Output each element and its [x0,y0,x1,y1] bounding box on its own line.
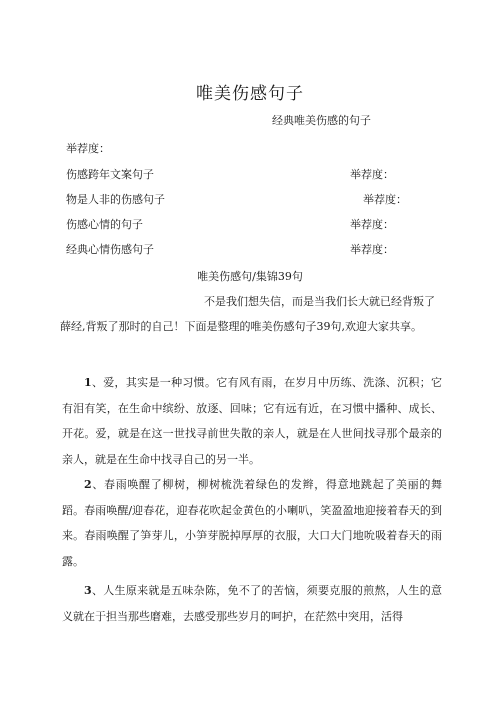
collection-line: 唯美伤感句/集锦39句 [197,270,303,283]
list-item-2-rec: 举荐度： [363,193,407,206]
list-item-1-rec: 举荐度： [350,168,394,181]
paragraph-3-text: 、人生原来就是五味杂陈，免不了的苦恼，须要克服的煎熬，人生的意义就在于担当那些磨难，去感受那些岁月的呵护，在茫然中突用，活得 [62,584,442,623]
list-item-1[interactable]: 伤感跨年文案句子 [66,168,154,181]
document-title: 唯美伤感句子 [196,84,304,104]
list-item-3[interactable]: 伤感心情的句子 [66,218,143,231]
paragraph-1 [62,370,442,472]
intro-line-1: 不是我们想失信，而是当我们长大就已经背叛了 [204,295,435,308]
paragraph-2-number: 2 [84,478,92,491]
paragraph-1-number: 1 [84,376,92,389]
paragraph-2 [62,472,442,574]
list-item-2[interactable]: 物是人非的伤感句子 [66,193,165,206]
intro-line-2: 薛经,背叛了那时的自己！下面是整理的唯美伤感句子39句,欢迎大家共享。 [60,320,422,333]
paragraph-2-text: 、春雨唤醒了柳树，柳树梳洗着绿色的发辫，得意地跳起了美丽的舞蹈。春雨唤醒/迎春花，迎春花吹起金黄色的小喇叭，笑盈盈地迎接着春天的到来。春雨唤醒了笋芽儿，小笋芽脱掉厚厚的衣服，大口大门地吮吸着春天的雨露。 [62,478,442,568]
paragraph-1-text: 、爱，其实是一种习惯。它有风有雨，在岁月中历练、洗涤、沉积；它有泪有笑，在生命中缤纷、放逐、回味；它有远有近，在习惯中播种、成长、开花。爱，就是在这一世找寻前世失散的亲人，就是在人世间找寻那个最亲的亲人，就是在生命中找寻自己的另一半。 [62,376,442,466]
list-item-4-rec: 举荐度： [350,243,394,256]
recommend-label: 举荐度： [66,142,110,155]
paragraph-3 [62,578,442,629]
paragraph-3-number: 3 [84,584,92,597]
list-item-3-rec: 举荐度： [350,218,394,231]
document-subtitle: 经典唯美伤感的句子 [272,114,371,127]
list-item-4[interactable]: 经典心情伤感句子 [66,243,154,256]
